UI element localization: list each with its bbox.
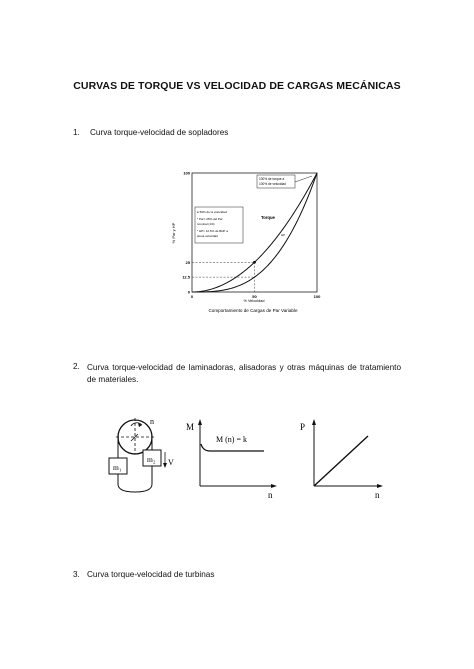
torque-formula: M (n) = k — [216, 435, 247, 444]
power-graph-x-arrow — [377, 484, 383, 488]
section-2-number: 2. — [73, 362, 80, 371]
x-tick-label-origin: 0 — [190, 294, 194, 299]
section-3-text: Curva torque-velocidad de turbinas — [87, 570, 215, 579]
section-2-text: Curva torque-velocidad de laminadoras, alisadoras y otras máquinas de tratamiento de materiales. — [87, 363, 401, 384]
x-axis-label: % Velocidad — [243, 299, 265, 303]
top-note-arrow — [295, 176, 312, 182]
power-graph-p-label: P — [300, 422, 306, 432]
side-note-line-1: ● 50% de la velocidad: — [197, 210, 228, 214]
torque-graph-n-label: n — [268, 490, 273, 500]
power-graph-y-arrow — [312, 419, 316, 425]
radius-line — [131, 434, 138, 441]
hp-curve-label: HP — [281, 233, 286, 237]
velocity-v-label: V — [168, 458, 174, 467]
y-axis-label: % Par y HP — [171, 222, 176, 244]
top-note-line-1: 100% de torque a — [259, 177, 285, 181]
section-1-text: Curva torque-velocidad de sopladores — [90, 128, 229, 137]
document-title: CURVAS DE TORQUE VS VELOCIDAD DE CARGAS MECÁNICAS — [73, 80, 401, 92]
constant-torque-curve — [201, 444, 264, 451]
fan-torque-chart — [165, 165, 325, 325]
section-1-number: 1. — [73, 128, 80, 137]
y-tick-label: 0 — [187, 289, 190, 295]
side-note-line-2: * Par= 25% del Par — [197, 217, 223, 221]
torque-curve-label: Torque — [261, 215, 275, 220]
figure-1-caption: Comportamiento de Cargas de Par Variable — [208, 308, 298, 313]
x-tick-label: 100 — [313, 294, 321, 299]
side-note-line-5: plena velocidad — [197, 234, 218, 238]
section-3-number: 3. — [73, 570, 80, 579]
velocity-arrow-head — [163, 463, 167, 468]
torque-graph-m-label: M — [186, 422, 195, 432]
mass-1-label: m₁ — [113, 463, 122, 472]
torque-graph-x-arrow — [271, 484, 277, 488]
mass-2-label: m₂ — [147, 455, 156, 464]
y-tick-label: 12.5 — [182, 274, 190, 280]
point-50-percent — [253, 261, 256, 264]
constant-torque-graph — [182, 416, 278, 502]
top-note-line-2: 100% de velocidad — [259, 182, 286, 186]
section-2 — [73, 362, 401, 386]
linear-power-line — [314, 436, 368, 486]
rolling-mill-mechanism — [98, 412, 180, 502]
y-tick-label: 25 — [185, 259, 190, 265]
side-note-line-3: nominal (1/4) — [197, 222, 215, 226]
y-tick-label: 100 — [183, 170, 190, 176]
linear-power-graph — [296, 416, 386, 502]
x-tick-label: 50 — [252, 294, 257, 299]
rotation-n-label: n — [150, 417, 154, 426]
torque-graph-y-arrow — [198, 419, 202, 425]
power-graph-n-label: n — [375, 490, 380, 500]
side-note-line-4: * HP= 12.5% de BHP a — [197, 229, 228, 233]
